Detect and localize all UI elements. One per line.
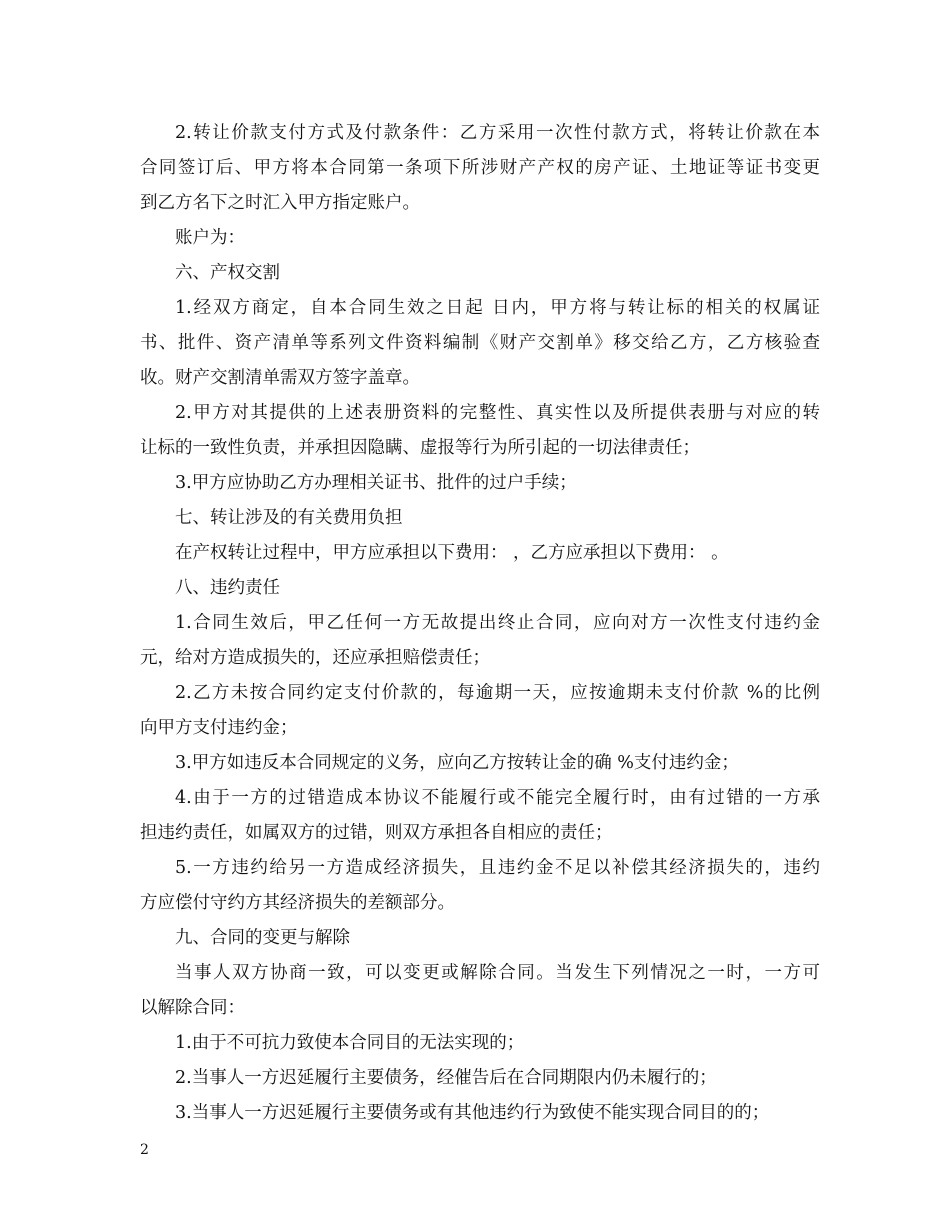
- paragraph-line: 当事人双方协商一致，可以变更或解除合同。当发生下列情况之一时，一方可: [175, 963, 820, 983]
- paragraph-line: 2.当事人一方迟延履行主要债务，经催告后在合同期限内仍未履行的；: [175, 1068, 717, 1088]
- paragraph-line: 3.甲方如违反本合同规定的义务，应向乙方按转让金的确 %支付违约金；: [175, 753, 739, 773]
- section-heading: 六、产权交割: [175, 263, 280, 283]
- paragraph-line: 向甲方支付违约金；: [140, 718, 298, 738]
- section-heading: 七、转让涉及的有关费用负担: [175, 508, 403, 528]
- paragraph-line: 3.甲方应协助乙方办理相关证书、批件的过户手续；: [175, 473, 577, 493]
- section-heading: 九、合同的变更与解除: [175, 928, 350, 948]
- paragraph-line: 4.由于一方的过错造成本协议不能履行或不能完全履行时，由有过错的一方承: [175, 788, 820, 808]
- paragraph-line: 2.乙方未按合同约定支付价款的，每逾期一天，应按逾期未支付价款 %的比例: [175, 683, 820, 703]
- paragraph-line: 1.经双方商定，自本合同生效之日起 日内，甲方将与转让标的相关的权属证: [175, 298, 820, 318]
- section-heading: 八、违约责任: [175, 578, 280, 598]
- paragraph-line: 2.甲方对其提供的上述表册资料的完整性、真实性以及所提供表册与对应的转: [175, 403, 820, 423]
- paragraph-line: 担违约责任，如属双方的过错，则双方承担各自相应的责任；: [140, 823, 613, 843]
- paragraph-line: 让标的一致性负责，并承担因隐瞒、虚报等行为所引起的一切法律责任；: [140, 438, 700, 458]
- paragraph-line: 书、批件、资产清单等系列文件资料编制《财产交割单》移交给乙方，乙方核验查: [140, 333, 820, 353]
- paragraph-line: 1.合同生效后，甲乙任何一方无故提出终止合同，应向对方一次性支付违约金: [175, 613, 820, 633]
- paragraph-line: 以解除合同：: [140, 998, 245, 1018]
- paragraph-line: 3.当事人一方迟延履行主要债务或有其他违约行为致使不能实现合同目的的；: [175, 1103, 770, 1123]
- paragraph-line: 到乙方名下之时汇入甲方指定账户。: [140, 193, 420, 213]
- paragraph-line: 账户为：: [175, 228, 245, 248]
- page-number: 2: [140, 1142, 149, 1158]
- paragraph-line: 2.转让价款支付方式及付款条件：乙方采用一次性付款方式，将转让价款在本: [175, 123, 820, 143]
- paragraph-line: 合同签订后、甲方将本合同第一条项下所涉财产产权的房产证、土地证等证书变更: [140, 158, 820, 178]
- paragraph-line: 收。财产交割清单需双方签字盖章。: [140, 368, 420, 388]
- paragraph-line: 5.一方违约给另一方造成经济损失，且违约金不足以补偿其经济损失的，违约: [175, 858, 820, 878]
- paragraph-line: 方应偿付守约方其经济损失的差额部分。: [140, 893, 455, 913]
- paragraph-line: 元，给对方造成损失的，还应承担赔偿责任；: [140, 648, 490, 668]
- paragraph-line: 在产权转让过程中，甲方应承担以下费用： ，乙方应承担以下费用： 。: [175, 543, 729, 563]
- paragraph-line: 1.由于不可抗力致使本合同目的无法实现的；: [175, 1033, 525, 1053]
